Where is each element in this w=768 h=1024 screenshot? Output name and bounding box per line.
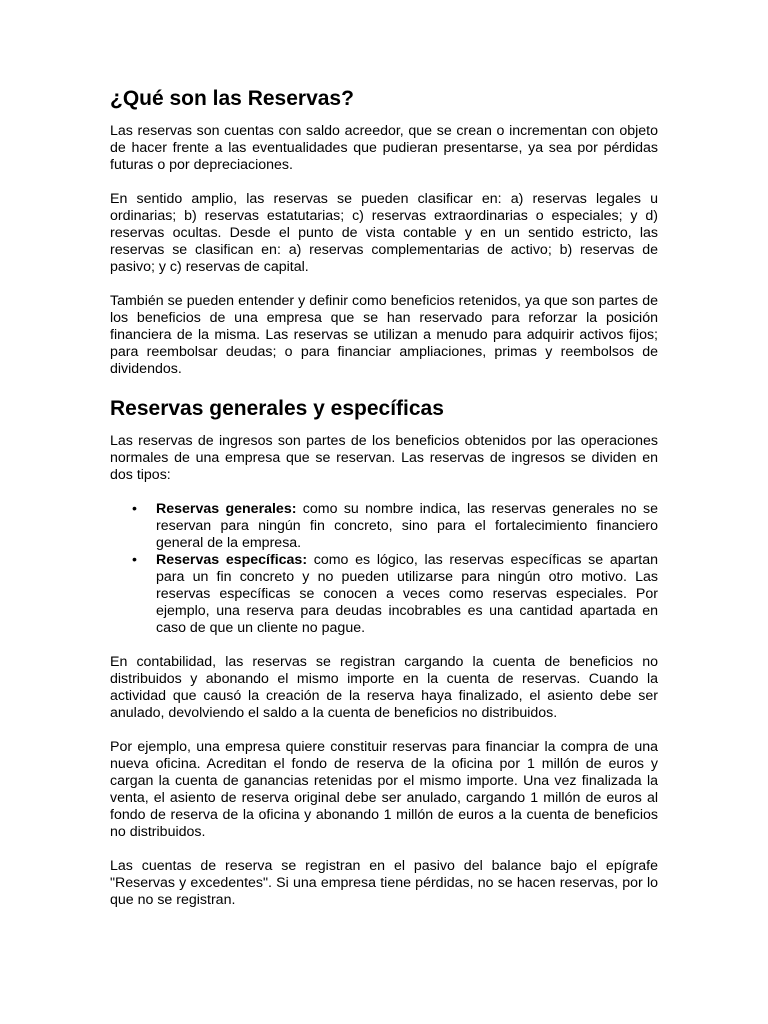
list-item-text: como su nombre indica, las reservas generales no se reservan para ningún fin concreto, sino para el fortalecimiento financiero general de la empresa. <box>156 501 658 552</box>
bullet-icon: • <box>132 501 137 518</box>
list-item-reservas-generales <box>132 501 658 552</box>
paragraph-beneficios-retenidos: También se pueden entender y definir como beneficios retenidos, ya que son partes de los beneficios de una empresa que se han reservado para reforzar la posición financiera de la misma. Las reservas se utilizan a menudo para adquirir activos fijos; para reembolsar deudas; o para financiar ampliaciones, primas y reembolsos de dividendos. <box>110 293 658 378</box>
list-item-reservas-especificas <box>132 552 658 637</box>
reserve-types-list <box>110 501 658 637</box>
heading-reservas-generales-especificas: Reservas generales y específicas <box>110 397 444 421</box>
paragraph-balance: Las cuentas de reserva se registran en el pasivo del balance bajo el epígrafe "Reservas y excedentes". Si una empresa tiene pérdidas, no se hacen reservas, por lo que no se registran. <box>110 858 658 909</box>
paragraph-ejemplo: Por ejemplo, una empresa quiere constituir reservas para financiar la compra de una nueva oficina. Acreditan el fondo de reserva de la oficina por 1 millón de euros y cargan la cuenta de ganancias retenidas por el mismo importe. Una vez finalizada la venta, el asiento de reserva original debe ser anulado, cargando 1 millón de euros al fondo de reserva de la oficina y abonando 1 millón de euros a la cuenta de beneficios no distribuidos. <box>110 739 658 841</box>
paragraph-reservas-ingresos: Las reservas de ingresos son partes de los beneficios obtenidos por las operaciones normales de una empresa que se reservan. Las reservas de ingresos se dividen en dos tipos: <box>110 433 658 484</box>
paragraph-clasificacion: En sentido amplio, las reservas se pueden clasificar en: a) reservas legales u ordinarias; b) reservas estatutarias; c) reservas extraordinarias o especiales; y d) reservas ocultas. Desde el punto de vista contable y en un sentido estricto, las reservas se clasifican en: a) reservas complementarias de activo; b) reservas de pasivo; y c) reservas de capital. <box>110 191 658 276</box>
paragraph-definicion: Las reservas son cuentas con saldo acreedor, que se crean o incrementan con objeto de hacer frente a las eventualidades que pudieran presentarse, ya sea por pérdidas futuras o por depreciaciones. <box>110 123 658 174</box>
paragraph-registro-contable: En contabilidad, las reservas se registran cargando la cuenta de beneficios no distribuidos y abonando el mismo importe en la cuenta de reservas. Cuando la actividad que causó la creación de la reserva haya finalizado, el asiento debe ser anulado, devolviendo el saldo a la cuenta de beneficios no distribuidos. <box>110 654 658 722</box>
heading-que-son-reservas: ¿Qué son las Reservas? <box>110 87 354 110</box>
list-item-text: como es lógico, las reservas específicas se apartan para un fin concreto y no pueden utilizarse para ningún otro motivo. Las reservas específicas se conocen a veces como reservas especiales. Por ejemplo, una reserva para deudas incobrables es una cantidad apartada en caso de que un cliente no pague. <box>156 552 658 637</box>
list-item-term: Reservas generales: <box>156 501 297 518</box>
document-page <box>110 86 658 926</box>
list-item-term: Reservas específicas: <box>156 552 308 569</box>
bullet-icon: • <box>132 552 137 569</box>
